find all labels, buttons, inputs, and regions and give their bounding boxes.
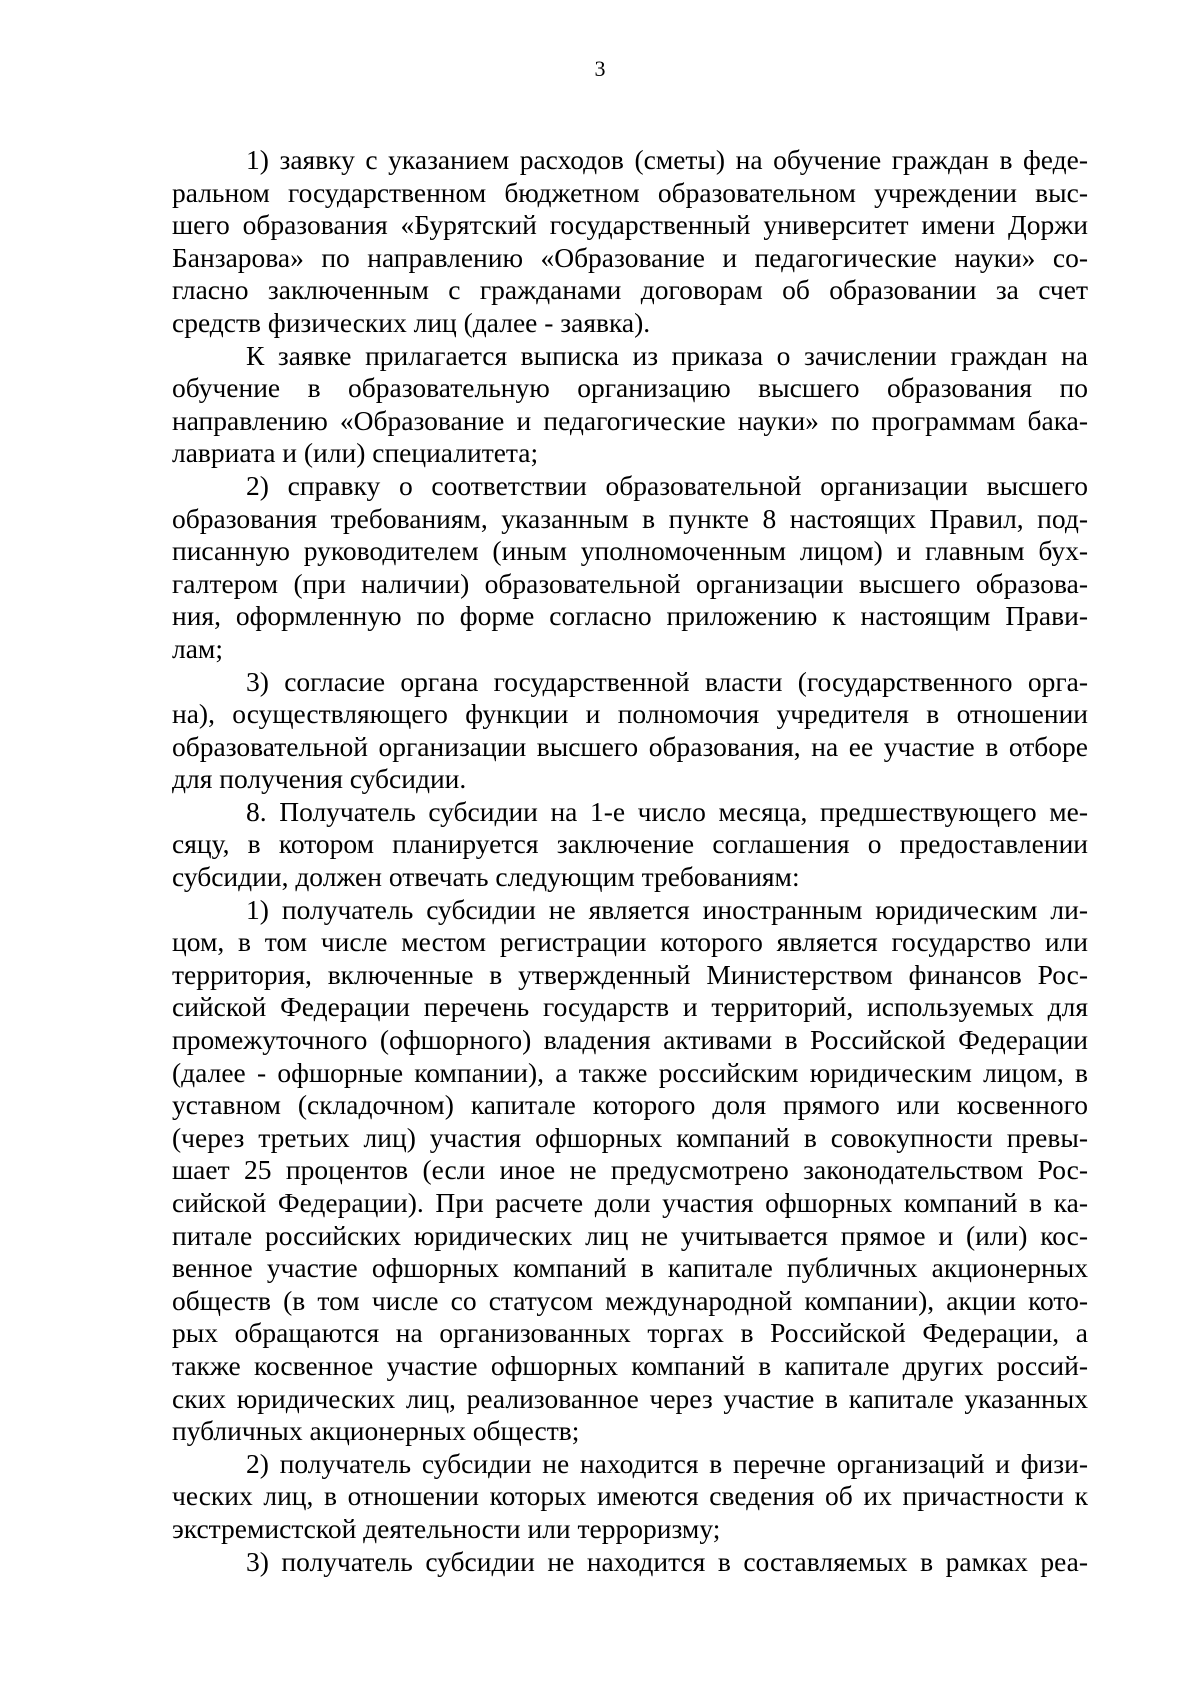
- text-line: гласно заключенным с гражданами договорам об образовании за счет: [172, 274, 1088, 306]
- text-line: средств физических лиц (далее - заявка).: [172, 306, 651, 338]
- text-line: ральном государственном бюджетном образовательном учреждении выс-: [172, 176, 1088, 208]
- text-line: цом, в том числе местом регистрации которого является государство или: [172, 926, 1088, 958]
- document-body: [172, 144, 1088, 1578]
- text-line: 1) заявку с указанием расходов (сметы) на обучение граждан в феде-: [246, 144, 1088, 175]
- paragraph: [172, 1448, 1088, 1546]
- text-line: ческих лиц, в отношении которых имеются сведения об их причастности к: [172, 1480, 1088, 1512]
- text-line: направлению «Образование и педагогические науки» по программам бака-: [172, 404, 1088, 436]
- text-line: субсидии, должен отвечать следующим требованиям:: [172, 861, 800, 893]
- text-line: лам;: [172, 632, 223, 664]
- text-line: для получения субсидии.: [172, 763, 467, 795]
- text-line: Банзарова» по направлению «Образование и педагогические науки» со-: [172, 241, 1088, 273]
- text-line: сийской Федерации). При расчете доли участия офшорных компаний в ка-: [172, 1187, 1088, 1218]
- text-line: ния, оформленную по форме согласно приложению к настоящим Прави-: [172, 600, 1088, 632]
- text-line: ских юридических лиц, реализованное через участие в капитале указанных: [172, 1382, 1088, 1414]
- text-line: экстремистской деятельности или терроризму;: [172, 1512, 721, 1544]
- paragraph: [172, 666, 1088, 796]
- text-line: 3) получатель субсидии не находится в составляемых в рамках реа-: [246, 1545, 1088, 1577]
- text-line: шает 25 процентов (если иное не предусмотрено законодательством Рос-: [172, 1154, 1088, 1186]
- text-line: 2) справку о соответствии образовательной организации высшего: [246, 469, 1088, 501]
- text-line: также косвенное участие офшорных компаний в капитале других россий-: [172, 1349, 1088, 1381]
- text-line: лавриата и (или) специалитета;: [172, 437, 539, 469]
- text-line: венное участие офшорных компаний в капитале публичных акционерных: [172, 1252, 1088, 1284]
- paragraph: [172, 1546, 1088, 1579]
- paragraph: [172, 470, 1088, 666]
- text-line: публичных акционерных обществ;: [172, 1415, 580, 1447]
- paragraph: [172, 144, 1088, 340]
- paragraph: [172, 796, 1088, 894]
- text-line: уставном (складочном) капитале которого доля прямого или косвенного: [172, 1089, 1088, 1121]
- text-line: промежуточного (офшорного) владения активами в Российской Федерации: [172, 1024, 1088, 1056]
- text-line: (через третьих лиц) участия офшорных компаний в совокупности превы-: [172, 1121, 1088, 1153]
- text-line: галтером (при наличии) образовательной организации высшего образова-: [172, 567, 1088, 599]
- text-line: сийской Федерации перечень государств и территорий, используемых для: [172, 991, 1088, 1023]
- text-line: обществ (в том числе со статусом международной компании), акции кото-: [172, 1284, 1088, 1316]
- page-number: 3: [594, 56, 606, 81]
- text-line: писанную руководителем (иным уполномоченным лицом) и главным бух-: [172, 535, 1088, 567]
- paragraph: [172, 894, 1088, 1448]
- text-line: рых обращаются на организованных торгах в Российской Федерации, а: [172, 1317, 1088, 1349]
- text-line: 1) получатель субсидии не является иностранным юридическим ли-: [246, 893, 1088, 925]
- text-line: сяцу, в котором планируется заключение соглашения о предоставлении: [172, 828, 1088, 860]
- text-line: 3) согласие органа государственной власти (государственного орга-: [246, 665, 1088, 697]
- text-line: шего образования «Бурятский государственный университет имени Доржи: [172, 209, 1088, 241]
- text-line: на), осуществляющего функции и полномочия учредителя в отношении: [172, 698, 1088, 730]
- text-line: образования требованиям, указанным в пункте 8 настоящих Правил, под-: [172, 502, 1088, 534]
- text-line: 2) получатель субсидии не находится в перечне организаций и физи-: [246, 1447, 1088, 1479]
- text-line: территория, включенные в утвержденный Министерством финансов Рос-: [172, 958, 1088, 990]
- text-line: обучение в образовательную организацию высшего образования по: [172, 372, 1088, 404]
- text-line: К заявке прилагается выписка из приказа о зачислении граждан на: [246, 339, 1088, 371]
- text-line: (далее - офшорные компании), а также российским юридическим лицом, в: [172, 1056, 1088, 1088]
- text-line: питале российских юридических лиц не учитывается прямое и (или) кос-: [172, 1219, 1088, 1251]
- text-line: 8. Получатель субсидии на 1-е число месяца, предшествующего ме-: [246, 795, 1088, 827]
- paragraph: [172, 340, 1088, 470]
- text-line: образовательной организации высшего образования, на ее участие в отборе: [172, 730, 1088, 762]
